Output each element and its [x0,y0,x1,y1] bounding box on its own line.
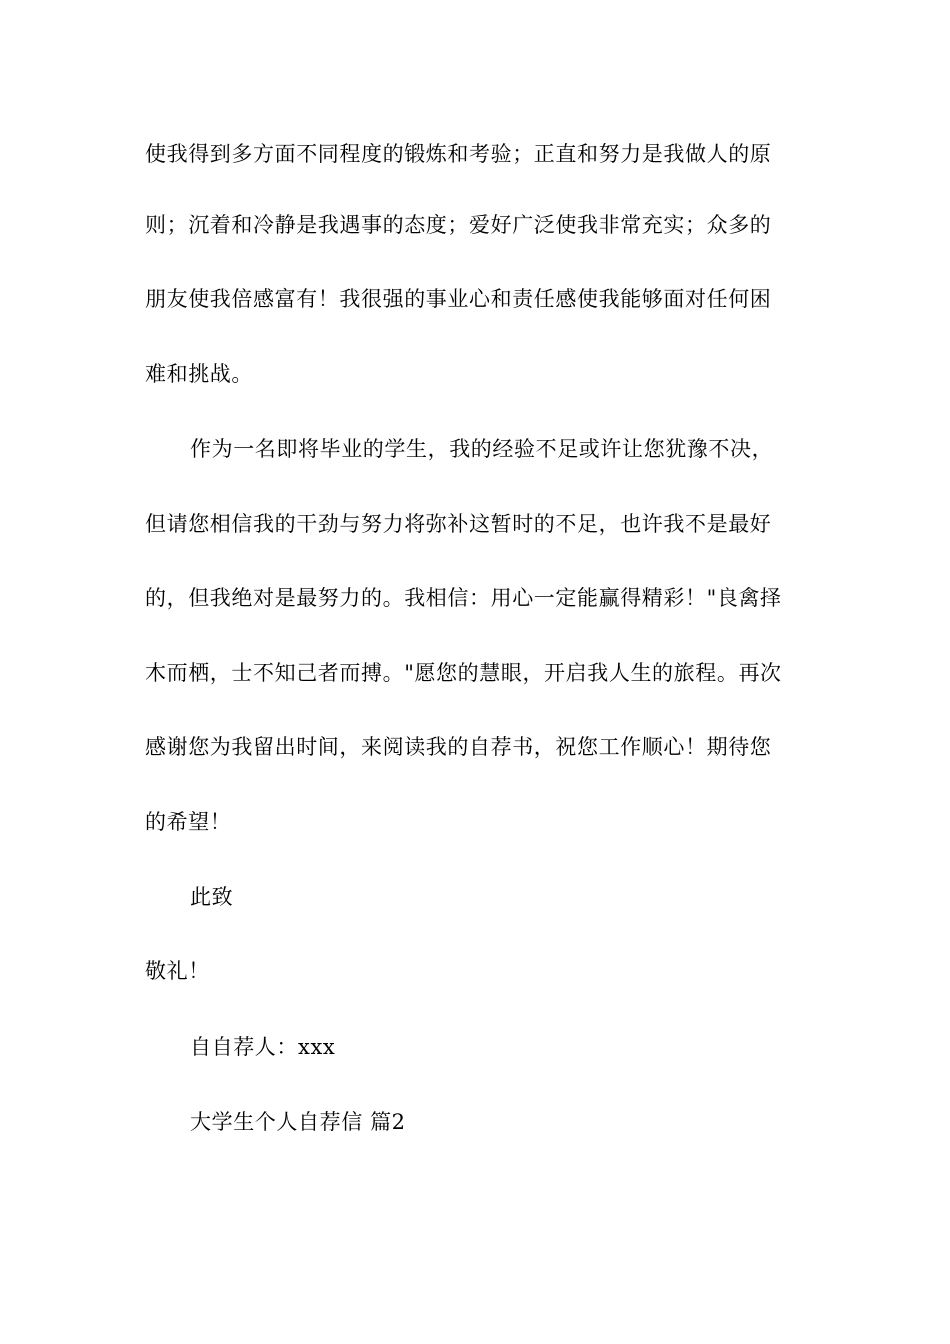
body-line: 的，但我绝对是最努力的。我相信：用心一定能赢得精彩！"良禽择 [145,586,782,610]
body-line: 木而栖，士不知己者而搏。"愿您的慧眼，开启我人生的旅程。再次 [145,661,782,685]
body-line: 使我得到多方面不同程度的锻炼和考验；正直和努力是我做人的原 [145,142,772,166]
body-line: 的希望！ [145,810,232,834]
section-heading: 大学生个人自荐信 篇2 [190,1110,406,1134]
closing-line: 此致 [190,885,234,909]
signature-line: 自自荐人：xxx [190,1035,336,1059]
body-line: 则；沉着和冷静是我遇事的态度；爱好广泛使我非常充实；众多的 [145,213,772,237]
body-line: 但请您相信我的干劲与努力将弥补这暂时的不足，也许我不是最好 [145,512,772,536]
body-line: 难和挑战。 [145,362,253,386]
body-line: 朋友使我倍感富有！我很强的事业心和责任感使我能够面对任何困 [145,287,772,311]
paragraph-first-line: 作为一名即将毕业的学生，我的经验不足或许让您犹豫不决， [190,437,774,461]
salute-line: 敬礼！ [145,959,210,983]
body-line: 感谢您为我留出时间，来阅读我的自荐书，祝您工作顺心！期待您 [145,735,772,759]
